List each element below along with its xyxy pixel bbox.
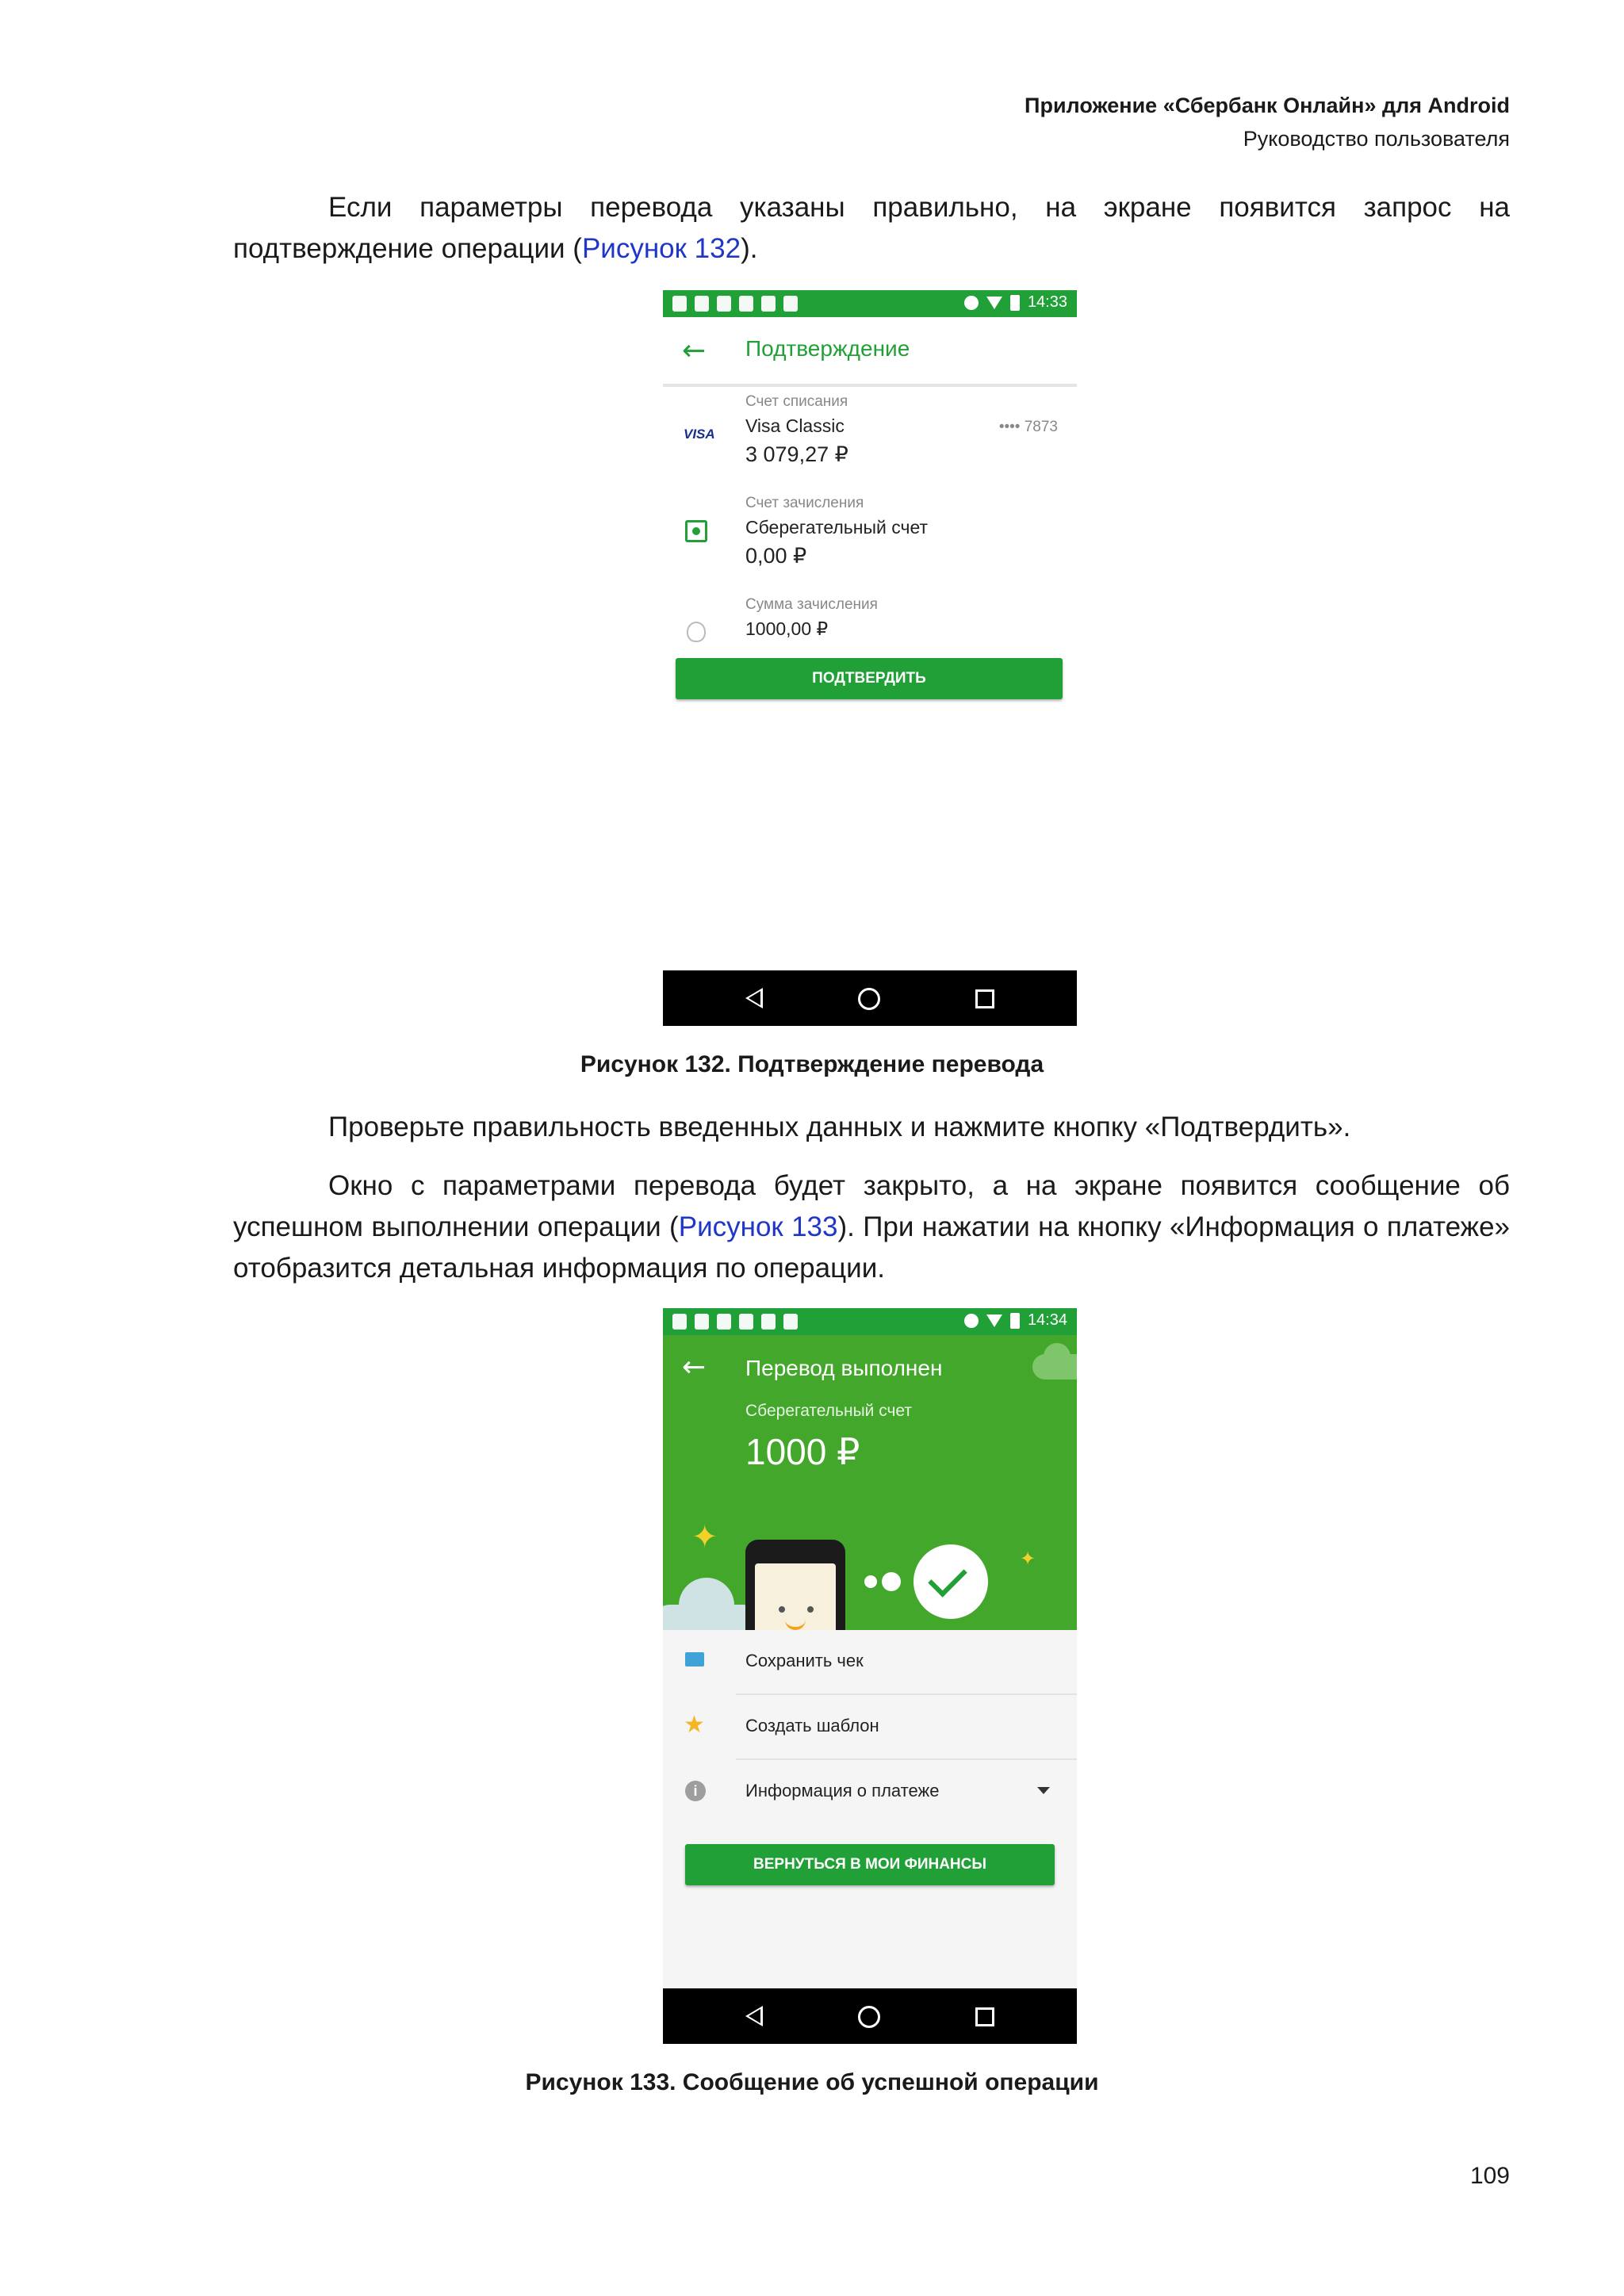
document-header-subtitle: Руководство пользователя	[1243, 127, 1510, 151]
paragraph-2: Проверьте правильность введенных данных и нажмите кнопку «Подтвердить».	[328, 1112, 1351, 1142]
transfer-sum-label: Сумма зачисления	[745, 596, 878, 613]
menu-item-label: Информация о платеже	[745, 1781, 940, 1800]
chevron-down-icon[interactable]	[1037, 1787, 1050, 1794]
figure-133-caption: Рисунок 133. Сообщение об успешной операции	[525, 2069, 1099, 2095]
star-icon: ★	[684, 1711, 705, 1739]
action-menu	[663, 1630, 1077, 1993]
figure-133-link[interactable]: Рисунок 133	[678, 1211, 838, 1242]
credit-account-label: Счет зачисления	[745, 495, 864, 511]
status-bar	[663, 1308, 1077, 1335]
payment-info-item[interactable]	[663, 1760, 1077, 1825]
paragraph-3-line-1: Окно с параметрами перевода будет закрыто, а на экране появится сообщение об	[328, 1170, 1510, 1201]
paragraph-1-line-1: Если параметры перевода указаны правильно, на экране появится запрос на	[328, 192, 1510, 223]
wifi-icon	[986, 297, 1002, 309]
paragraph-3-line-2: успешном выполнении операции (Рисунок 133). При нажатии на кнопку «Информация о платеже»	[233, 1211, 1511, 1242]
debit-account-balance: 3 079,27 ₽	[745, 442, 848, 466]
document-header-title: Приложение «Сбербанк Онлайн» для Android	[1025, 94, 1510, 117]
back-arrow-icon[interactable]: ←	[682, 335, 707, 367]
page-number: 109	[1469, 2163, 1510, 2189]
debit-account-label: Счет списания	[745, 393, 848, 410]
card-number-mask: •••• 7873	[998, 419, 1058, 435]
menu-item-label: Сохранить чек	[745, 1651, 864, 1670]
target-account-name: Сберегательный счет	[745, 1402, 913, 1420]
nav-recent-apps-icon[interactable]	[975, 989, 994, 1008]
notification-icons	[672, 296, 798, 312]
nav-home-icon[interactable]	[858, 2006, 880, 2028]
money-bag-icon	[687, 622, 706, 642]
savings-account-icon	[685, 520, 707, 542]
sparkle-icon: ✦	[1020, 1548, 1036, 1570]
create-template-item[interactable]	[663, 1695, 1077, 1760]
figure-133-screenshot	[663, 1308, 1077, 2044]
transfer-amount: 1000 ₽	[745, 1431, 860, 1472]
receipt-icon	[685, 1652, 704, 1667]
confirm-button[interactable]: ПОДТВЕРДИТЬ	[676, 658, 1063, 699]
checkmark-icon	[914, 1544, 988, 1619]
progress-dot	[882, 1572, 901, 1591]
success-hero	[663, 1335, 1077, 1630]
nav-back-icon[interactable]	[745, 988, 763, 1008]
nav-back-icon[interactable]	[745, 2006, 763, 2026]
app-bar	[663, 317, 1077, 387]
back-arrow-icon[interactable]: ←	[682, 1351, 707, 1383]
sparkle-icon: ✦	[691, 1519, 718, 1556]
paragraph-3-line-3: отобразится детальная информация по операции.	[233, 1253, 885, 1284]
dnd-icon	[964, 1314, 979, 1328]
dnd-icon	[964, 296, 979, 310]
battery-icon	[1010, 1313, 1020, 1329]
figure-132-link[interactable]: Рисунок 132	[581, 233, 741, 264]
screen-title: Подтверждение	[745, 336, 910, 361]
screen-title: Перевод выполнен	[745, 1356, 943, 1380]
smiling-phone-illustration	[745, 1540, 845, 1630]
status-time: 14:33	[1027, 293, 1067, 311]
cloud-illustration	[1032, 1354, 1077, 1380]
transfer-sum-amount: 1000,00 ₽	[745, 618, 829, 639]
debit-account-name: Visa Classic	[745, 415, 845, 436]
credit-account-balance: 0,00 ₽	[745, 544, 807, 568]
status-bar	[663, 290, 1077, 317]
android-nav-bar	[663, 1988, 1077, 2044]
figure-132-screenshot	[663, 290, 1077, 1026]
credit-account-name: Сберегательный счет	[745, 517, 929, 538]
wifi-icon	[986, 1314, 1002, 1327]
nav-home-icon[interactable]	[858, 988, 880, 1010]
notification-icons	[672, 1314, 798, 1330]
progress-dot	[864, 1575, 877, 1588]
battery-icon	[1010, 295, 1020, 311]
android-nav-bar	[663, 970, 1077, 1026]
nav-recent-apps-icon[interactable]	[975, 2007, 994, 2026]
menu-item-label: Создать шаблон	[745, 1716, 879, 1735]
status-time: 14:34	[1027, 1311, 1067, 1329]
return-to-finances-button[interactable]: ВЕРНУТЬСЯ В МОИ ФИНАНСЫ	[685, 1844, 1055, 1885]
save-receipt-item[interactable]	[663, 1630, 1077, 1695]
paragraph-1-line-2: подтверждение операции (Рисунок 132).	[233, 233, 758, 264]
info-icon: i	[685, 1781, 706, 1801]
figure-132-caption: Рисунок 132. Подтверждение перевода	[580, 1051, 1044, 1077]
visa-card-icon: VISA	[684, 427, 715, 442]
